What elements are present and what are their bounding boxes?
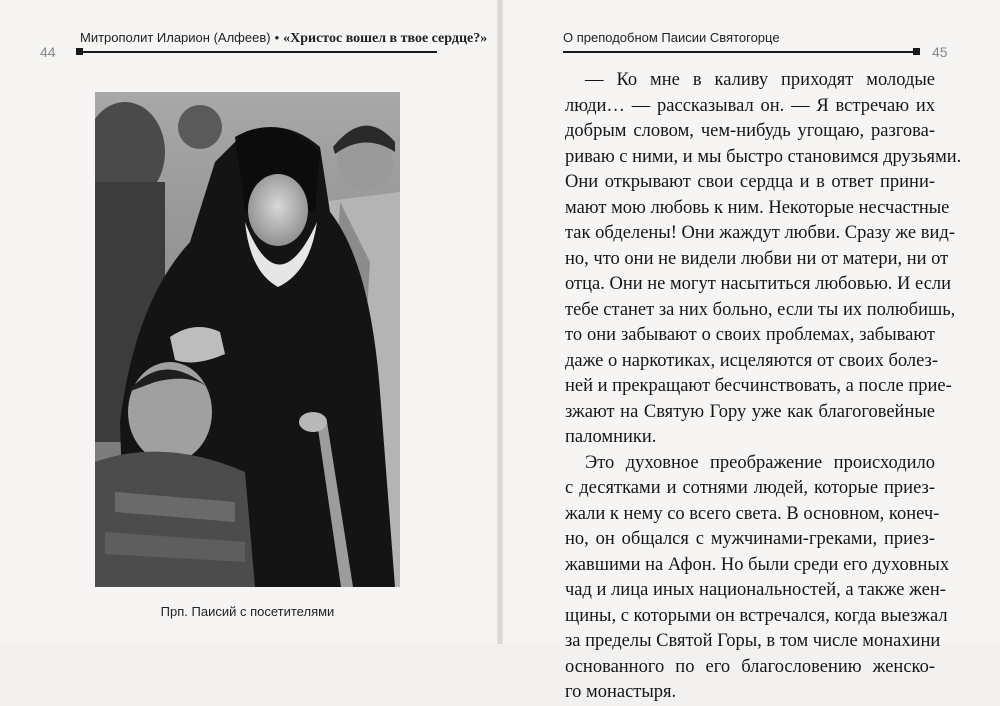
right-running-header: О преподобном Паисии Святогорце xyxy=(563,30,780,45)
text-line: но, что они не видели любви ни от матери, ни от xyxy=(565,248,949,269)
right-page-number: 45 xyxy=(932,44,948,60)
elder-hand xyxy=(170,327,225,362)
header-book-title: «Христос вошел в твое сердце?» xyxy=(283,31,488,46)
text-line: зжают на Святую Гору уже как благоговейные xyxy=(565,401,935,422)
text-line: мают мою любовь к ним. Некоторые несчастные xyxy=(565,197,950,218)
text-line: даже о наркотиках, исцеляются от своих болез- xyxy=(565,350,939,371)
text-line: за пределы Святой Горы, в том числе монахини xyxy=(565,631,941,651)
left-header-rule xyxy=(79,51,437,53)
text-line: так обделены! Они жаждут любви. Сразу же вид- xyxy=(565,223,955,243)
text-line: Это духовное преображение происходило xyxy=(585,452,935,473)
text-line: тебе станет за них больно, если ты их полюбишь, xyxy=(565,299,956,320)
elder-face xyxy=(248,174,308,246)
photo-illustration xyxy=(95,92,400,587)
elder-staff-hand xyxy=(299,412,327,432)
right-rule-cap xyxy=(913,48,920,55)
header-separator: • xyxy=(274,30,280,45)
left-page-number: 44 xyxy=(40,44,56,60)
text-line: — Ко мне в каливу приходят молодые xyxy=(585,70,935,90)
book-gutter xyxy=(497,0,503,644)
text-line: с десятками и сотнями людей, которые приез- xyxy=(565,478,935,498)
text-line: добрым словом, чем-нибудь угощаю, разгова- xyxy=(565,121,935,141)
text-line: риваю с ними, и мы быстро становимся друзьями. xyxy=(565,146,962,167)
text-line: ней и прекращают бесчинствовать, а после прие- xyxy=(565,376,952,396)
photo-paisios-with-visitors xyxy=(95,92,400,587)
text-line: чад и лица иных национальностей, а также жен- xyxy=(565,580,946,600)
text-line: Они открывают свои сердца и в ответ прини- xyxy=(565,172,935,192)
photo-caption: Прп. Паисий с посетителями xyxy=(160,604,335,619)
text-line: го монастыря. xyxy=(565,682,677,702)
text-line: паломники. xyxy=(565,427,657,447)
text-line: жавшими на Афон. Но были среди его духовных xyxy=(565,554,950,575)
text-line: отца. Они не могут насытиться любовью. И если xyxy=(565,274,952,294)
body-text xyxy=(565,68,962,706)
crowd-head-top xyxy=(178,105,222,149)
right-header-rule xyxy=(563,51,915,53)
text-line: жали к нему со всего света. В основном, конеч- xyxy=(565,503,940,524)
header-author: Митрополит Иларион (Алфеев) xyxy=(80,30,271,45)
text-line: основанного по его благословению женско- xyxy=(565,656,935,677)
text-line: то они забывают о своих проблемах, забывают xyxy=(565,325,935,345)
text-line: но, он общался с мужчинами-греками, приез- xyxy=(565,529,935,549)
text-line: щины, с которыми он встречался, когда выезжал xyxy=(565,605,948,626)
left-running-header xyxy=(80,30,487,47)
text-line: люди… — рассказывал он. — Я встречаю их xyxy=(565,95,935,116)
